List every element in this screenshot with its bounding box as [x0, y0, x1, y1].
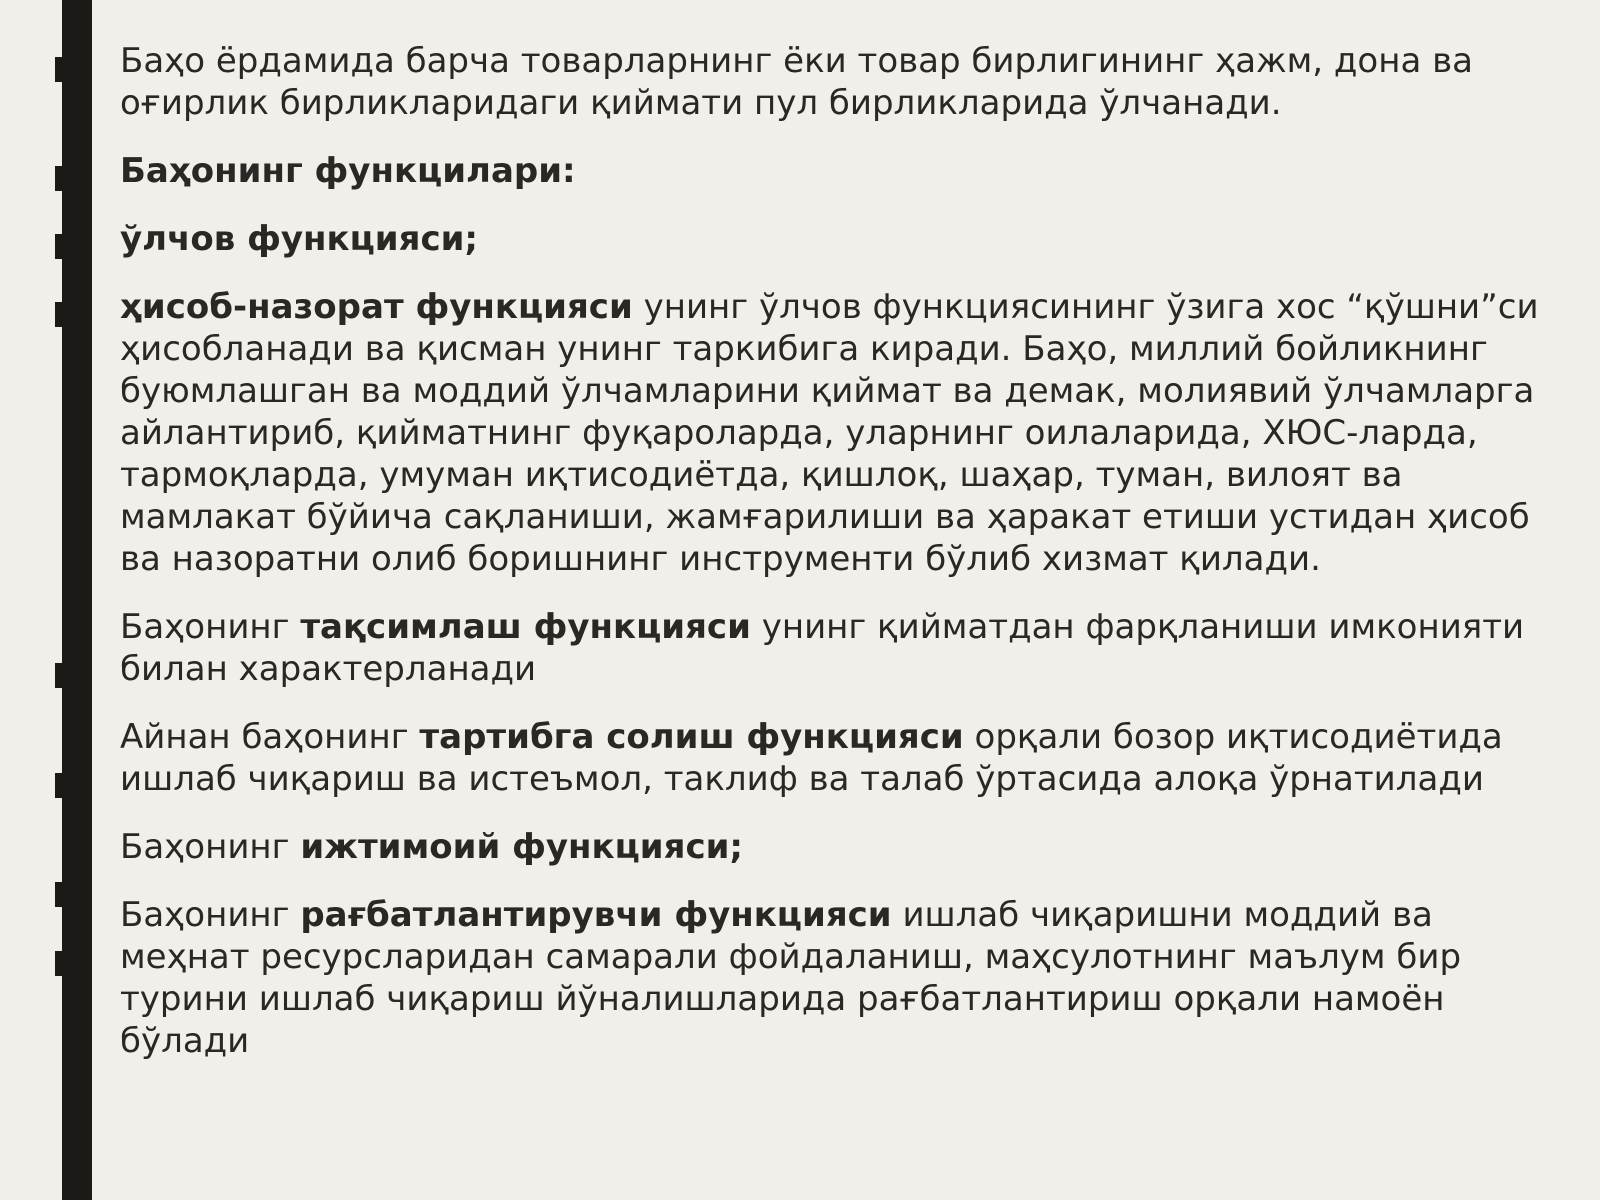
stimulating-function-title: рағбатлантирувчи функцияси — [300, 895, 892, 935]
paragraph-lead: Баҳонинг — [120, 607, 301, 647]
stimulating-function-text: ишлаб чиқаришни моддий ва меҳнат ресурсларидан самарали фойдаланиш, маҳсулотнинг маълум бир турини ишлаб чиқариш йўналишларида рағбатлантириш орқали намоён бўлади — [120, 895, 1462, 1061]
bullet-marker — [55, 951, 66, 976]
measure-function-title: ўлчов функцияси; — [120, 219, 479, 259]
regulation-function-title: тартибга солиш функцияси — [419, 717, 964, 757]
bullet-marker — [55, 57, 66, 82]
bullet-marker — [55, 234, 66, 259]
slide-body — [120, 40, 1560, 1088]
distribution-function-text: унинг қийматдан фарқланиши имконияти билан характерланади — [120, 607, 1525, 689]
distribution-function-title: тақсимлаш функцияси — [300, 607, 751, 647]
side-bar — [62, 0, 92, 1200]
paragraph-regulation-function — [120, 716, 1560, 800]
paragraph-text: Баҳо ёрдамида барча товарларнинг ёки товар бирлигининг ҳажм, дона ва оғирлик бирликларидаги қиймати пул бирликларида ўлчанади. — [120, 41, 1473, 123]
paragraph-lead: Айнан баҳонинг — [120, 717, 420, 757]
bullet-marker — [55, 302, 66, 327]
paragraph-functions-heading — [120, 150, 1560, 192]
paragraph-price-definition — [120, 40, 1560, 124]
bullet-marker — [55, 663, 66, 688]
bullet-marker — [55, 166, 66, 191]
paragraph-stimulating-function — [120, 894, 1560, 1062]
social-function-title: ижтимоий функцияси; — [300, 827, 744, 867]
paragraph-social-function — [120, 826, 1560, 868]
paragraph-distribution-function — [120, 606, 1560, 690]
paragraph-accounting-function — [120, 286, 1560, 580]
accounting-function-title: ҳисоб-назорат функцияси — [120, 287, 633, 327]
accounting-function-text: унинг ўлчов функциясининг ўзига хос “қўшни”си ҳисобланади ва қисман унинг таркибига киради. Баҳо, миллий бойликнинг буюмлашган ва моддий ўлчамларини қиймат ва демак, молиявий ўлчамларга айлантириб, қийматнинг фуқароларда, уларнинг оилаларида, ХЮС-ларда, тармоқларда, умуман иқтисодиётда, қишлоқ, шаҳар, туман, вилоят ва мамлакат бўйича сақланиши, жамғарилиши ва ҳаракат етиши устидан ҳисоб ва назоратни олиб боришнинг инструменти бўлиб хизмат қилади. — [120, 287, 1539, 579]
regulation-function-text: орқали бозор иқтисодиётида ишлаб чиқариш ва истеъмол, таклиф ва талаб ўртасида алоқа ўрнатилади — [120, 717, 1503, 799]
paragraph-lead: Баҳонинг — [120, 827, 301, 867]
paragraph-lead: Баҳонинг — [120, 895, 301, 935]
paragraph-measure-function — [120, 218, 1560, 260]
bullet-marker — [55, 773, 66, 798]
functions-heading: Баҳонинг функцилари: — [120, 151, 576, 191]
bullet-marker — [55, 882, 66, 907]
